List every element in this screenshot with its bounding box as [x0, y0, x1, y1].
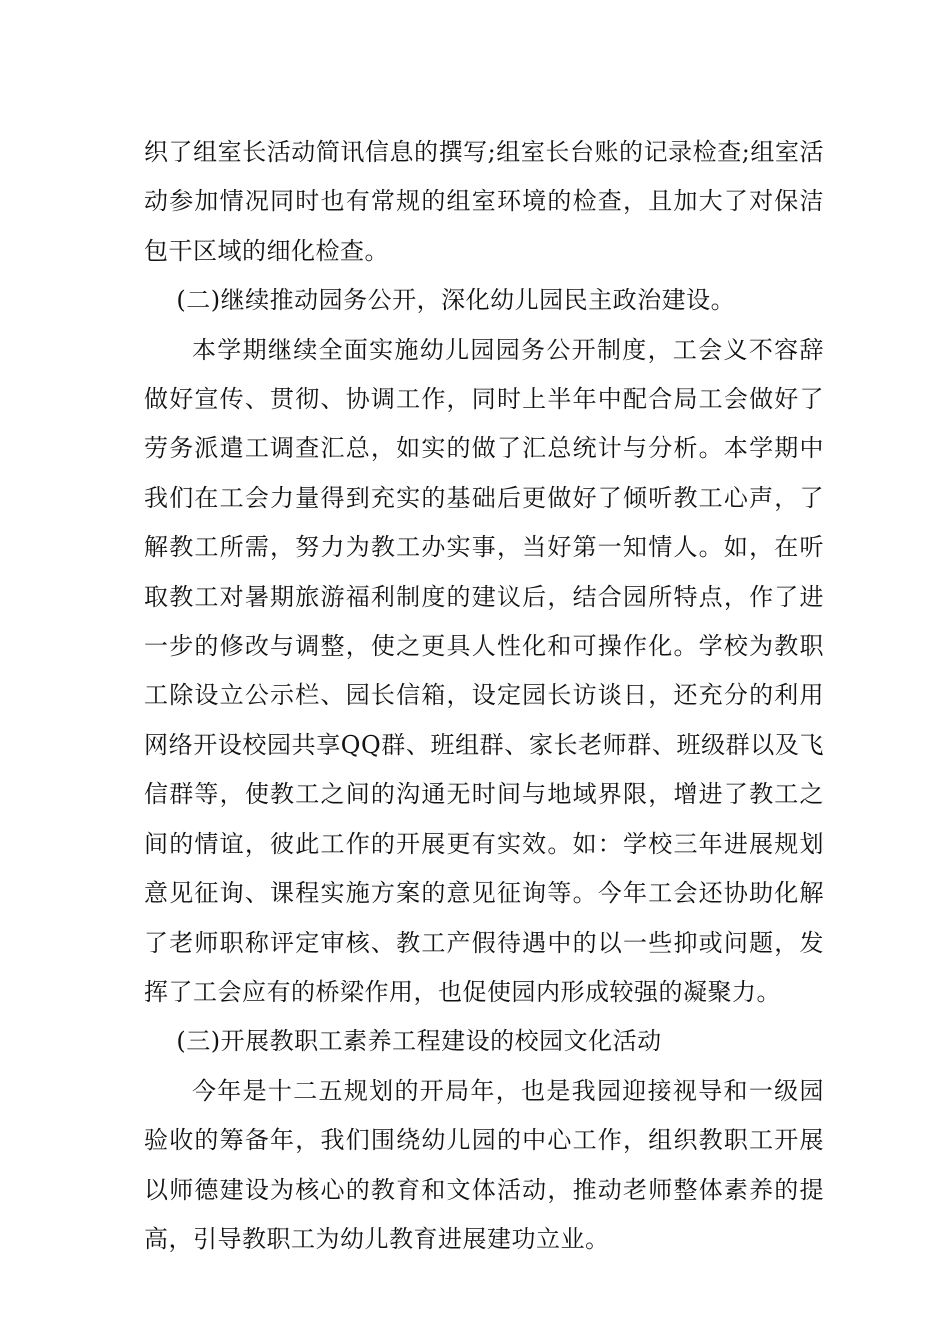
section-heading-3: (三)开展教职工素养工程建设的校园文化活动 [176, 1027, 662, 1056]
paragraph-body: 今年是十二五规划的开局年，也是我园迎接视导和一级园验收的筹备年，我们围绕幼儿园的中心工作，组织教职工开展以师德建设为核心的教育和文体活动，推动老师整体素养的提高，引导教职工为幼儿教育进展建功立业。 [144, 1076, 824, 1253]
paragraph-body: 本学期继续全面实施幼儿园园务公开制度，工会义不容辞做好宣传、贯彻、协调工作，同时上半年中配合局工会做好了劳务派遣工调查汇总，如实的做了汇总统计与分析。本学期中我们在工会力量得到充实的基础后更做好了倾听教工心声，了解教工所需，努力为教工办实事，当好第一知情人。如，在听取教工对暑期旅游福利制度的建议后，结合园所特点，作了进一步的修改与调整，使之更具人性化和可操作化。学校为教职工除设立公示栏、园长信箱，设定园长访谈日，还充分的利用网络开设校园共享QQ群、班组群、家长老师群、班级群以及飞信群等，使教工之间的沟通无时间与地域界限，增进了教工之间的情谊，彼此工作的开展更有实效。如：学校三年进展规划意见征询、课程实施方案的意见征询等。今年工会还协助化解了老师职称评定审核、教工产假待遇中的以一些抑或问题，发挥了工会应有的桥梁作用，也促使园内形成较强的凝聚力。 [144, 335, 824, 1006]
section-heading-2: (二)继续推动园务公开，深化幼儿园民主政治建设。 [176, 286, 736, 315]
document-body [144, 128, 824, 1264]
paragraph-continuation: 织了组室长活动简讯信息的撰写;组室长台账的记录检查;组室活动参加情况同时也有常规的组室环境的检查，且加大了对保洁包干区域的细化检查。 [144, 138, 824, 265]
